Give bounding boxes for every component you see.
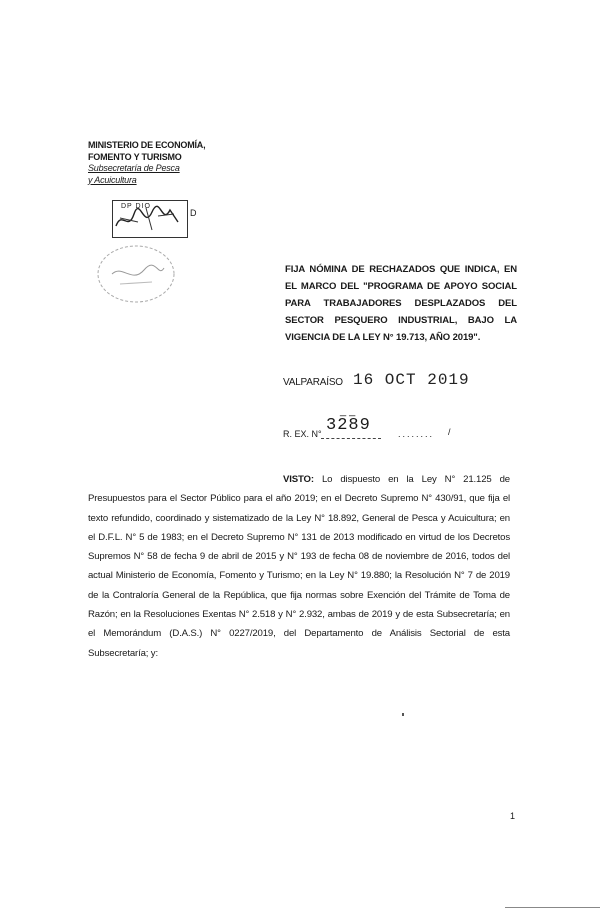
resolution-title: FIJA NÓMINA DE RECHAZADOS QUE INDICA, EN EL MARCO DEL "PROGRAMA DE APOYO SOCIAL PARA TRABAJADORES DESPLAZADOS DEL SECTOR PESQUERO INDUSTRIAL, BAJO LA VIGENCIA DE LA LEY N° 19.713, AÑO 2019".	[285, 264, 517, 343]
subsecretaria-line-2: y Acuicultura	[88, 174, 137, 185]
letterhead	[88, 140, 205, 186]
stray-mark	[402, 713, 404, 716]
ministry-line-1: MINISTERIO DE ECONOMÍA,	[88, 140, 206, 150]
visto-paragraph	[88, 470, 510, 663]
ministry-line-2: FOMENTO Y TURISMO	[88, 151, 182, 162]
office-seal	[92, 240, 182, 310]
stamp-side-mark: D	[190, 208, 197, 218]
place: VALPARAÍSO	[283, 377, 343, 388]
bottom-rule	[505, 907, 600, 908]
stamp-text: DP DIO	[121, 203, 151, 210]
resolution-number-line	[283, 416, 451, 439]
date-line	[283, 371, 470, 389]
subsecretaria-line-1: Subsecretaría de Pesca	[88, 163, 180, 173]
resolution-number: 3289	[326, 416, 371, 435]
number-slash: /	[448, 427, 451, 437]
visto-text: Lo dispuesto en la Ley N° 21.125 de Presupuestos para el Sector Público para el año 2019; en el Decreto Supremo N° 430/91, que fija el texto refundido, coordinado y sistematizado de la Ley N° 18.892, General de Pesca y Acuicultura; en el D.F.L. N° 5 de 1983; en el Decreto Supremo N° 131 de 2013 modificado en virtud de los Decretos Supremos N° 58 de fecha 9 de abril de 2015 y N° 193 de fecha 08 de noviembre de 2016, todos del actual Ministerio de Economía, Fomento y Turismo; en la Ley N° 19.880; la Resolución N° 7 de 2019 de la Contraloría General de la República, que fija normas sobre Exención del Trámite de Toma de Razón; en la Resoluciones Exentas N° 2.518 y N° 2.932, ambas de 2019 y de esta Subsecretaría; en el Memorándum (D.A.S.) N° 0227/2019, del Departamento de Análisis Sectorial de esta Subsecretaría; y:	[88, 474, 510, 659]
resolution-label: R. EX. N°	[283, 429, 322, 439]
visto-label: VISTO:	[283, 474, 314, 485]
number-dots: ........	[398, 429, 435, 439]
issue-date: 16 OCT 2019	[353, 371, 470, 389]
number-dashes: _ _	[340, 405, 356, 417]
signature-scribble	[108, 196, 188, 240]
page-number: 1	[510, 811, 516, 821]
number-underline	[321, 438, 381, 439]
